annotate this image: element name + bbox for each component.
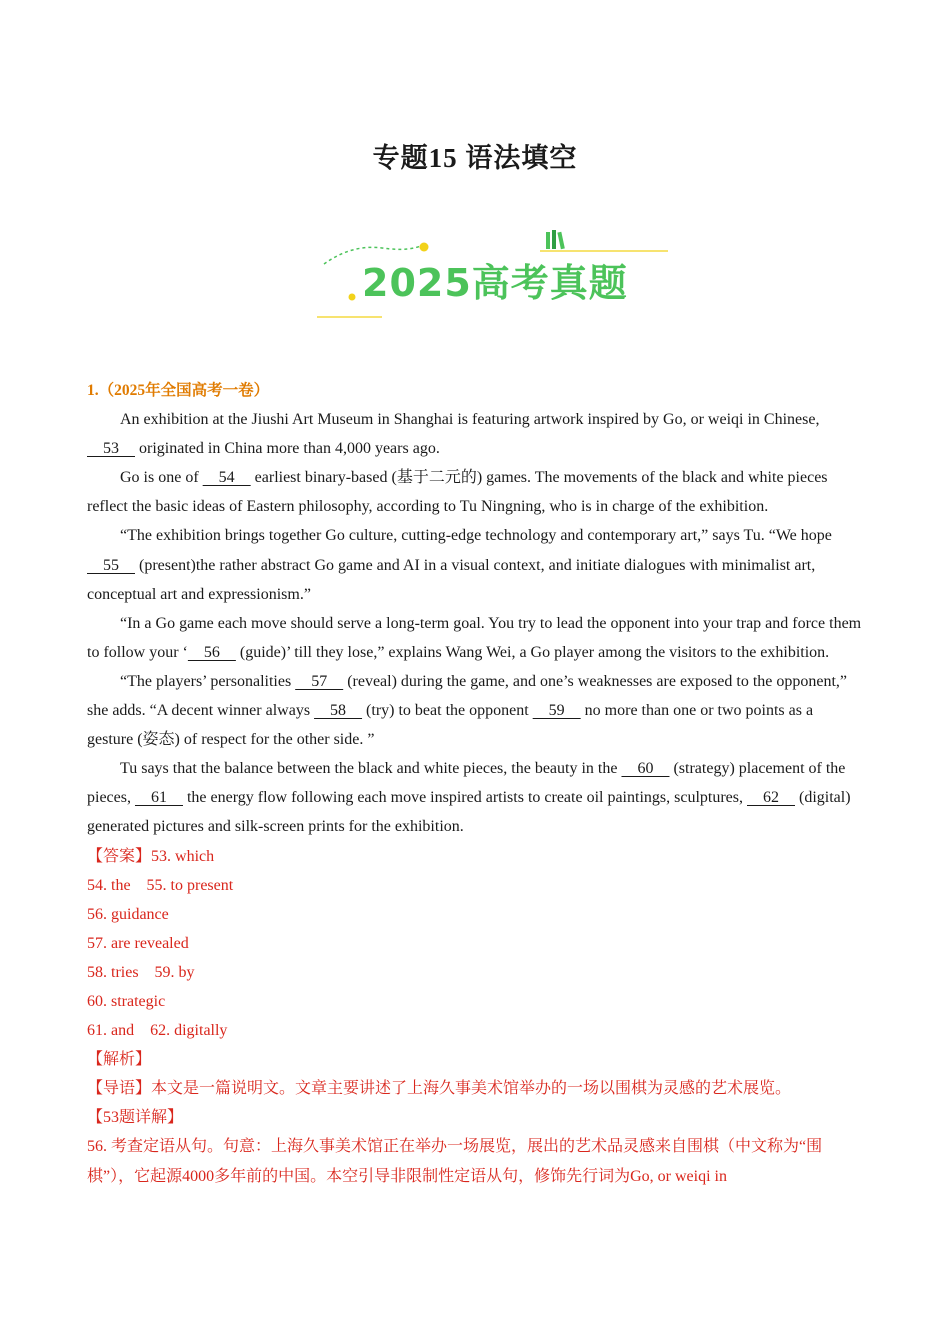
blank-field: 53 bbox=[87, 440, 135, 458]
analysis-guide: 【导语】本文是一篇说明文。文章主要讲述了上海久事美术馆举办的一场以围棋为灵感的艺术展览。 bbox=[87, 1080, 792, 1098]
answer-label: 【答案】 bbox=[87, 847, 152, 865]
blank-field: 54 bbox=[202, 469, 251, 487]
answer-line: 56. guidance bbox=[87, 905, 169, 923]
answer-line: 58. tries 59. by bbox=[87, 963, 195, 981]
passage-text: An exhibition at the Jiushi Art Museum in Shanghai is featuring artwork inspired by Go, or weiqi in Chinese, bbox=[120, 411, 820, 429]
blank-field: 56 bbox=[187, 643, 236, 661]
exam-banner bbox=[312, 222, 682, 327]
blank-field: 61 bbox=[134, 789, 183, 807]
passage-text: no more than one or two points as a gesture (姿态) of respect for the other side. ” bbox=[87, 702, 814, 749]
analysis-label: 【解析】 bbox=[87, 1051, 152, 1069]
answer-line: 54. the 55. to present bbox=[87, 876, 234, 894]
detail-text: 56. 考查定语从句。句意：上海久事美术馆正在举办一场展览，展出的艺术品灵感来自围棋（中文称为“围棋”），它起源4000多年前的中国。本空引导非限制性定语从句，修饰先行词为Go, or weiqi in bbox=[87, 1138, 823, 1185]
question-header: 1.（2025年全国高考一卷） bbox=[87, 382, 270, 399]
blank-field: 62 bbox=[747, 789, 795, 807]
passage-text: the energy flow following each move inspired artists to create oil paintings, sculptures, bbox=[182, 789, 747, 807]
passage-text: (digital) generated pictures and silk-screen prints for the exhibition. bbox=[87, 789, 851, 836]
books-icon bbox=[546, 230, 565, 249]
passage-text: (reveal) during the game, and one’s weaknesses are exposed to the opponent,” she adds. “A decent winner always bbox=[87, 672, 848, 720]
answer-line-first bbox=[87, 842, 862, 871]
banner-title: 2025高考真题 bbox=[362, 261, 628, 305]
passage-paragraph bbox=[87, 405, 862, 463]
passage-text: “The players’ personalities bbox=[120, 672, 296, 690]
passage-text: (present)the rather abstract Go game and AI in a visual context, and initiate dialogues with minimalist art, conceptual art and expressionism.” bbox=[87, 556, 816, 603]
answer-list bbox=[87, 871, 862, 1046]
passage-text: (strategy) placement of the pieces, bbox=[87, 760, 846, 807]
passage-text: (try) to beat the opponent bbox=[362, 702, 533, 720]
passage-paragraph bbox=[87, 609, 862, 667]
question-block bbox=[87, 376, 862, 1191]
blank-field: 59 bbox=[532, 702, 581, 720]
passage bbox=[87, 405, 862, 841]
answer-line: 61. and 62. digitally bbox=[87, 1022, 228, 1040]
blank-field: 57 bbox=[295, 672, 344, 690]
answer-line: 60. strategic bbox=[87, 992, 166, 1010]
blank-field: 60 bbox=[621, 760, 670, 778]
passage-paragraph bbox=[87, 521, 862, 608]
page-title: 专题15 语法填空 bbox=[372, 143, 578, 173]
answer-line: 57. are revealed bbox=[87, 934, 189, 952]
passage-text: “In a Go game each move should serve a long-term goal. You try to lead the opponent into your trap and force them to follow your ‘ bbox=[87, 614, 862, 661]
passage-text: (guide)’ till they lose,” explains Wang Wei, a Go player among the visitors to the exhibition. bbox=[235, 643, 830, 661]
detail-label: 【53题详解】 bbox=[87, 1109, 184, 1127]
passage-text: Tu says that the balance between the black and white pieces, the beauty in the bbox=[120, 760, 622, 778]
passage-text: Go is one of bbox=[120, 469, 203, 487]
passage-paragraph bbox=[87, 754, 862, 841]
passage-text: originated in China more than 4,000 years ago. bbox=[135, 440, 440, 458]
passage-text: earliest binary-based (基于二元的) games. The movements of the black and white pieces reflect the basic ideas of Eastern philosophy, according to Tu Ningning, who is in charge of the exhibition. bbox=[87, 469, 828, 516]
answer-53: 53. which bbox=[151, 847, 215, 865]
blank-field: 58 bbox=[314, 702, 363, 720]
passage-paragraph bbox=[87, 463, 862, 521]
blank-field: 55 bbox=[87, 556, 135, 574]
passage-text: “The exhibition brings together Go culture, cutting-edge technology and contemporary art,” says Tu. “We hope bbox=[120, 527, 832, 545]
passage-paragraph bbox=[87, 667, 862, 754]
